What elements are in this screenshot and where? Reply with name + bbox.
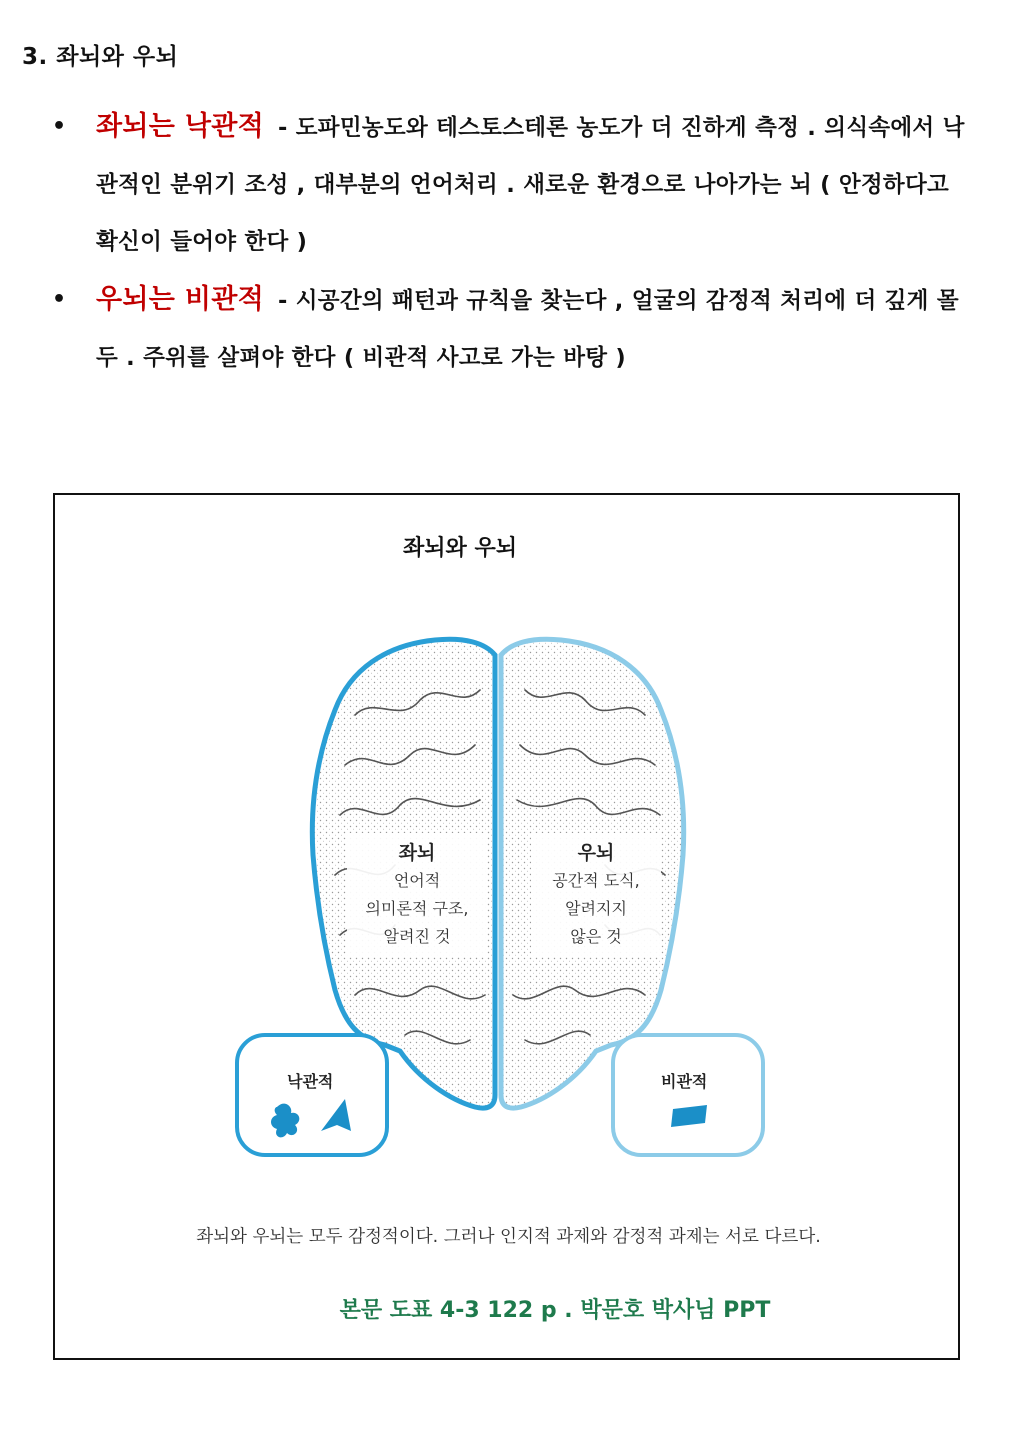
bullet-lead: 좌뇌는 낙관적	[96, 111, 264, 142]
right-brain-line: 공간적 도식,	[552, 871, 640, 890]
bullet-text: - 도파민농도와 테스토스테론 농도가 더 진하게 측정 . 의식속에서 낙관적인 분위기 조성 , 대부분의 언어처리 . 새로운 환경으로 나아가는 뇌 ( 안정하다고 확신이 들어야 한다 )	[96, 115, 965, 255]
left-brain-label	[347, 833, 487, 957]
figure-caption: 좌뇌와 우뇌는 모두 감정적이다. 그러나 인지적 과제와 감정적 과제는 서로 다르다.	[196, 1227, 821, 1247]
optimistic-label: 낙관적	[287, 1072, 334, 1091]
left-brain-name: 좌뇌	[398, 842, 436, 864]
figure-box	[53, 493, 960, 1360]
bullet-text: - 시공간의 패턴과 규칙을 찾는다 , 얼굴의 감정적 처리에 더 깊게 몰두 . 주위를 살펴야 한다 ( 비관적 사고로 가는 바탕 )	[96, 288, 959, 371]
bullet-lead: 우뇌는 비관적	[96, 284, 264, 315]
right-brain-name: 우뇌	[577, 842, 615, 864]
section-heading: 3. 좌뇌와 우뇌	[22, 44, 179, 70]
optimistic-box	[237, 1035, 387, 1155]
bullet-left-brain	[48, 98, 978, 271]
left-brain-line: 알려진 것	[383, 927, 451, 946]
pessimistic-label: 비관적	[661, 1072, 708, 1091]
left-brain-line: 언어적	[393, 871, 441, 890]
right-brain-line: 알려지지	[565, 899, 627, 918]
bullet-right-brain	[48, 271, 978, 387]
pessimistic-box	[613, 1035, 763, 1155]
right-brain-line: 않은 것	[570, 927, 622, 946]
bullet-dot: •	[52, 287, 67, 312]
right-brain-label	[531, 833, 661, 957]
figure-source: 본문 도표 4-3 122 p . 박문호 박사님 PPT	[339, 1298, 771, 1323]
figure-title: 좌뇌와 우뇌	[403, 536, 517, 561]
bullet-list	[48, 98, 978, 387]
bullet-dot: •	[52, 114, 67, 139]
left-brain-line: 의미론적 구조,	[365, 899, 469, 918]
